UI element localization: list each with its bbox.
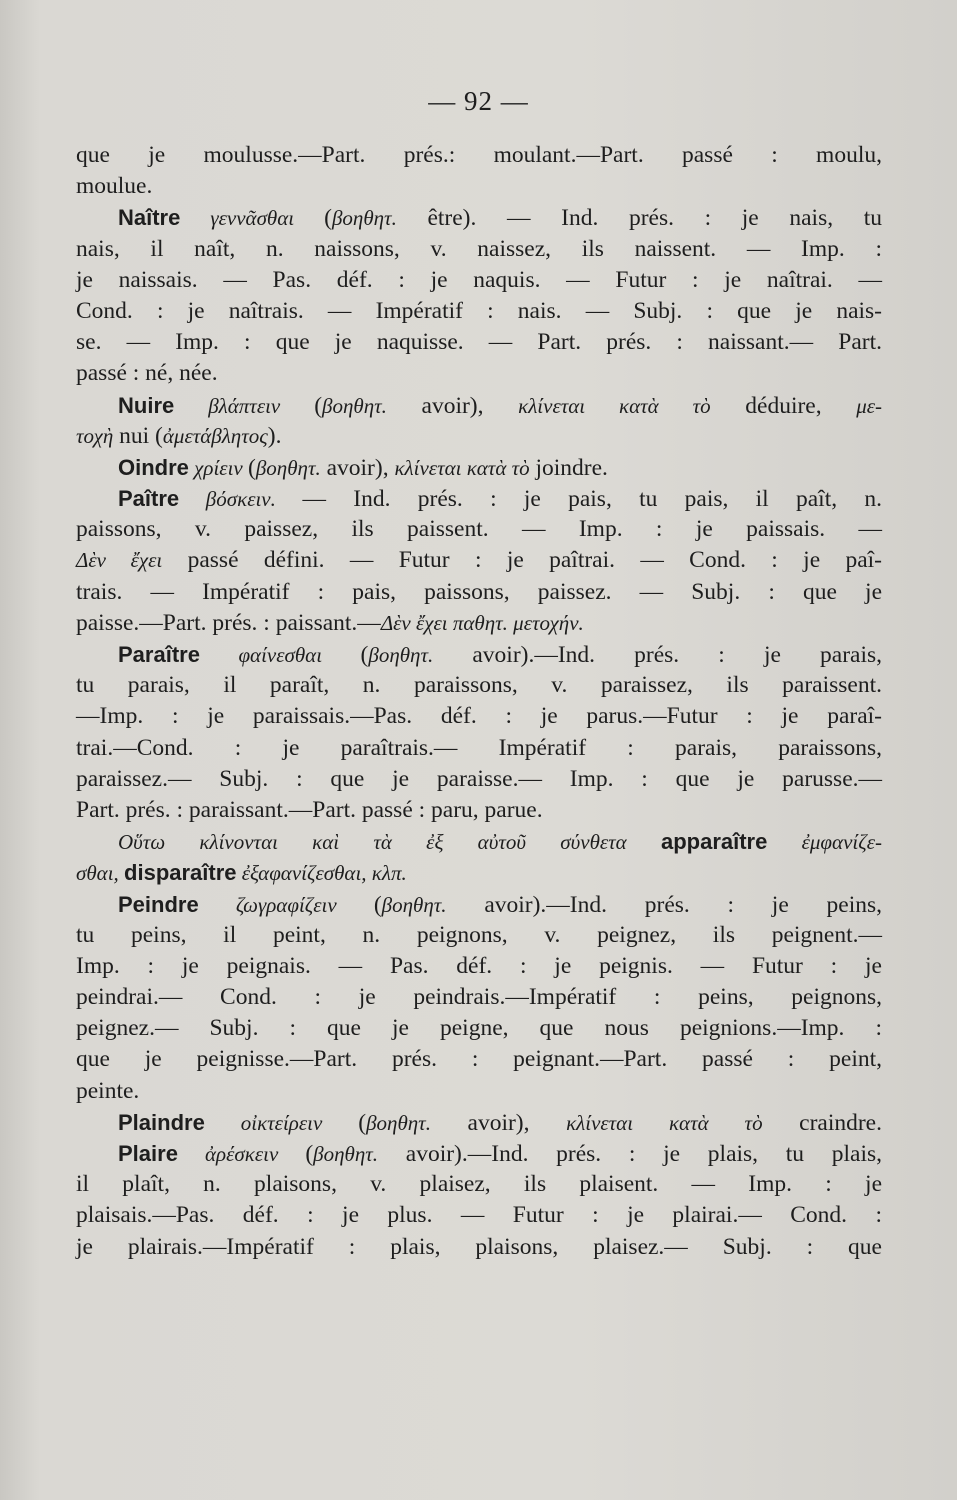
headword: apparaître [660,829,768,855]
greek-text: βοηθητ. [255,455,321,480]
text-line [76,951,882,982]
text-run: Imp. : je peignais. — Pas. déf. : je peignis. — Futur : je [76,952,882,979]
text-run: ( [360,642,369,668]
greek-text: τοχὴ [76,423,114,448]
text-run: ( [373,891,382,918]
text-line [76,1232,882,1263]
greek-text: Δὲν ἔχει [76,548,163,573]
greek-text: κλίνεται κατὰ τὸ [566,1110,763,1135]
text-run: ( [324,205,332,232]
greek-text: βοηθητ. [381,892,447,917]
greek-text: ἀρέσκειν [177,1142,306,1166]
greek-text: βοηθητ. [368,643,434,667]
text-line [76,514,882,545]
headword: Paître [118,486,180,512]
greek-text: χρίειν [188,455,248,480]
headword: Peindre [118,891,199,917]
greek-text: ἐμφανίζε- [767,830,882,855]
text-run: peindrai.— Cond. : je peindrais.—Impératif : peins, peignons, [76,984,882,1011]
text-run: il plaît, n. plaisons, v. plaisez, ils plaisent. — Imp. : je [76,1171,882,1198]
text-line [76,327,882,358]
text-run: peinte. [76,1077,140,1104]
headword: Paraître [118,642,200,667]
text-line [76,421,882,452]
text-run: moulue. [76,173,153,200]
text-line [76,1076,882,1107]
text-run: déduire, [710,392,857,419]
text-run: tu peins, il peint, n. peignons, v. peignez, ils peignent.— [76,921,882,948]
text-run: je naissais. — Pas. déf. : je naquis. — Futur : je naîtrai. — [76,266,882,293]
text-run: nais, il naît, n. naissons, v. naissez, ils naissent. — Imp. : [76,235,882,262]
text-run: avoir).—Ind. prés. : je plais, tu plais, [378,1141,882,1167]
greek-text: βοηθητ. [313,1142,379,1166]
text-run: nui ( [113,422,163,449]
text-line [76,171,882,202]
text-line [76,234,882,265]
text-line [76,733,882,764]
text-run: plaisais.—Pas. déf. : je plus. — Futur : je plairai.— Cond. : [76,1202,882,1229]
text-run: Part. prés. : paraissant.—Part. passé : paru, parue. [76,796,543,823]
text-run: tu parais, il paraît, n. paraissons, v. paraissez, ils paraissent. [76,672,882,699]
greek-text: με- [856,393,882,418]
text-line [76,1200,882,1231]
text-run: joindre. [529,454,608,481]
text-line [76,1044,882,1075]
headword: Nuire [118,392,175,418]
text-run: se. — Imp. : que je naquisse. — Part. prés. : naissant.— Part. [76,329,882,356]
text-line [76,889,882,920]
greek-text: κλίνεται κατὰ τὸ [394,455,530,480]
text-run: paraissez.— Subj. : que je paraisse.— Imp. : que je parusse.— [76,765,882,792]
text-run: ( [305,1141,314,1167]
text-run: paissons, v. paissez, ils paissent. — Imp. : je paissais. — [76,516,882,543]
text-run: ( [314,392,323,419]
text-line [76,1107,882,1138]
greek-text: βοηθητ. [322,393,387,418]
greek-text: κλίνεται κατὰ τὸ [518,393,711,418]
text-run: avoir), [386,392,519,419]
text-line [76,545,882,576]
text-run: avoir), [320,454,395,481]
text-run: avoir).—Ind. prés. : je peins, [446,891,882,918]
page-text [76,140,882,1263]
greek-text: ζωγραφίζειν [198,892,374,917]
text-run: être). — Ind. prés. : je nais, tu [396,205,882,232]
text-run: avoir), [430,1109,567,1136]
text-line [76,1169,882,1200]
greek-text: γεννᾶσθαι [180,206,325,231]
text-run: — Ind. prés. : je pais, tu pais, il paît, n. [302,486,882,513]
text-line [76,202,882,233]
text-line [76,764,882,795]
text-line [76,140,882,171]
greek-text: βόσκειν. [179,487,303,512]
text-line [76,826,882,857]
text-run: que je moulusse.—Part. prés.: moulant.—Part. passé : moulu, [76,142,882,168]
text-run: craindre. [762,1109,882,1136]
text-line [76,390,882,421]
text-line [76,452,882,483]
headword: Naître [118,205,181,231]
text-run: ). [267,422,282,449]
text-line [76,670,882,701]
text-run: paisse.—Part. prés. : paissant.— [76,609,381,636]
text-line [76,857,882,888]
greek-text: ἀμετάβλητος [162,423,268,448]
text-line [76,920,882,951]
text-run: je plairais.—Impératif : plais, plaisons, plaisez.— Subj. : que [76,1233,882,1260]
headword: Oindre [118,454,189,480]
greek-text: βοηθητ. [331,206,397,231]
greek-text: σθαι, [76,861,125,886]
text-run: Cond. : je naîtrais. — Impératif : nais. — Subj. : que je nais- [76,297,882,324]
text-line [76,1013,882,1044]
text-line [76,296,882,327]
text-run: passé défini. — Futur : je paîtrai. — Cond. : je paî- [162,547,883,574]
text-line [76,982,882,1013]
text-run: —Imp. : je paraissais.—Pas. déf. : je parus.—Futur : je paraî- [76,703,882,730]
text-run: passé : né, née. [76,360,218,387]
text-line [76,639,882,670]
greek-text: οἰκτείρειν [204,1110,359,1135]
text-run: peignez.— Subj. : que je peigne, que nous peignions.—Imp. : [76,1015,882,1042]
greek-text: ἐξαφανίζεσθαι, κλπ. [236,861,407,886]
text-run: trai.—Cond. : je paraîtrais.— Impératif : parais, paraissons, [76,734,882,761]
text-line [76,1138,882,1169]
text-line [76,608,882,639]
text-run: ( [358,1109,367,1136]
text-line [76,358,882,389]
text-line [76,483,882,514]
greek-text: Δὲν ἔχει παθητ. μετοχήν. [380,610,584,635]
text-run: trais. — Impératif : pais, paissons, paissez. — Subj. : que je [76,578,882,605]
headword: disparaître [124,860,237,886]
text-run: que je peignisse.—Part. prés. : peignant.—Part. passé : peint, [76,1046,882,1073]
text-run: avoir).—Ind. prés. : je parais, [433,642,882,668]
text-run: ( [248,454,256,481]
headword: Plaindre [118,1109,205,1135]
page-number: — 92 — [428,86,529,116]
greek-text: Οὕτω κλίνονται καὶ τὰ ἐξ αὐτοῦ σύνθετα [118,830,661,855]
text-line [76,577,882,608]
text-line [76,265,882,296]
text-line [76,701,882,732]
greek-text: βοηθητ. [366,1110,431,1135]
headword: Plaire [118,1141,178,1166]
text-line [76,795,882,826]
greek-text: βλάπτειν [174,393,315,418]
greek-text: φαίνεσθαι [199,643,361,667]
